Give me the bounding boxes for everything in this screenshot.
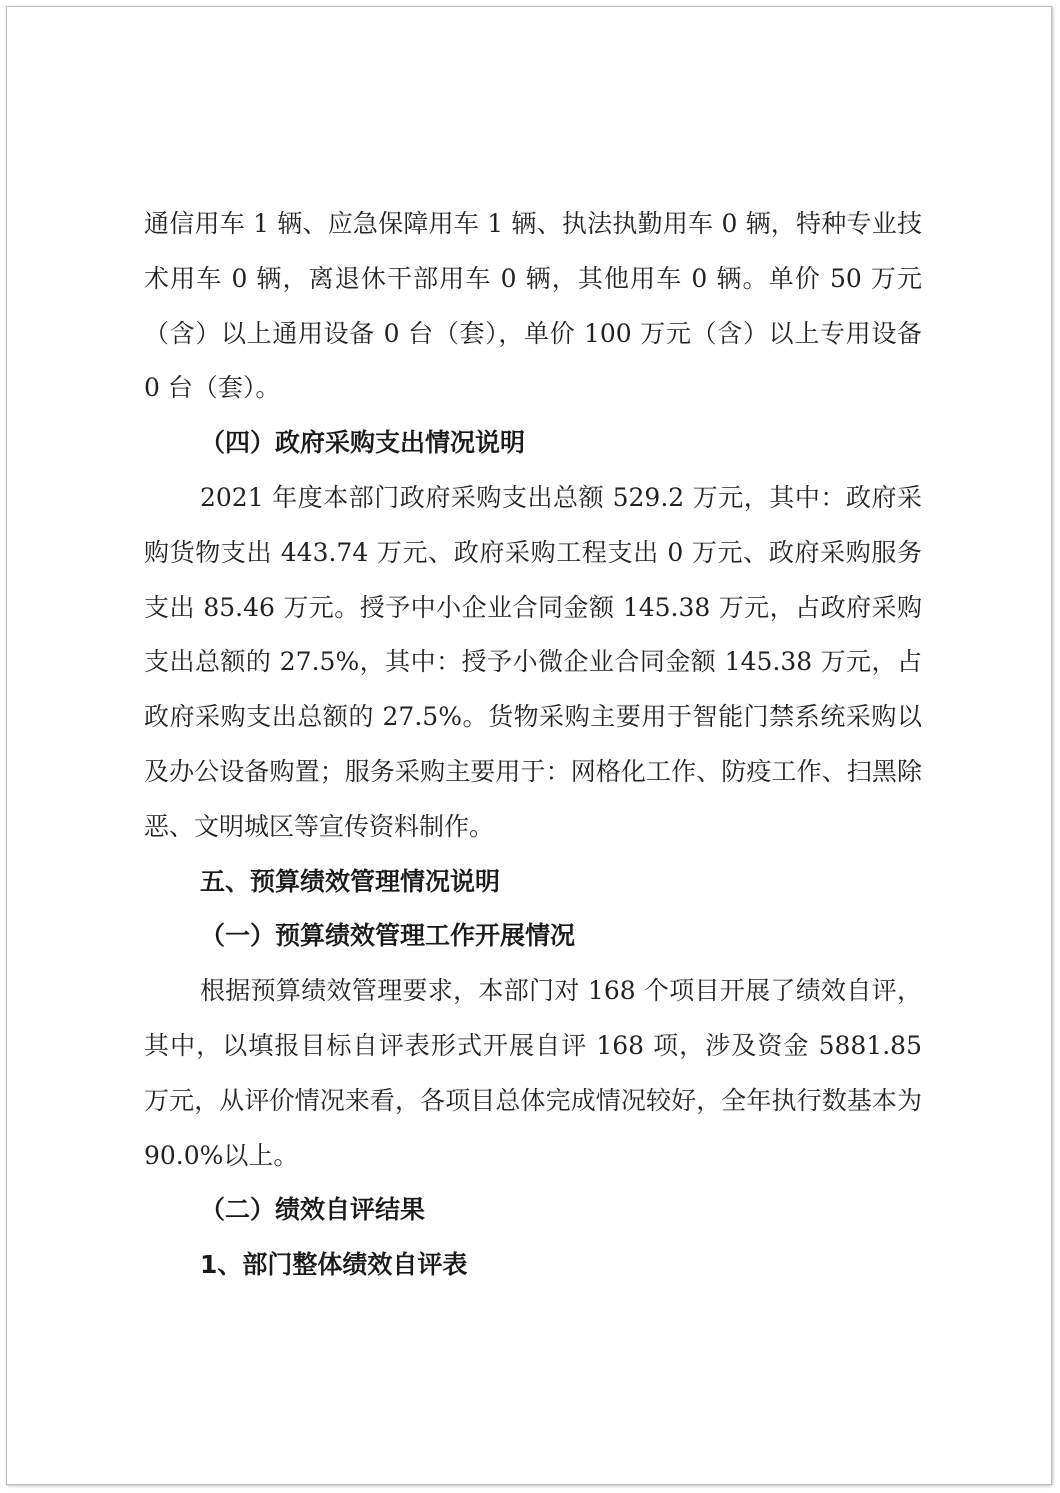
self-eval-results-heading: （二）绩效自评结果	[200, 1195, 426, 1225]
procurement-paragraph: 2021 年度本部门政府采购支出总额 529.2 万元，其中：政府采购货物支出 443.74 万元、政府采购工程支出 0 万元、政府采购服务支出 85.46 万元。授予中小企业合同金额 145.38 万元，占政府采购支出总额的 27.5%，其中：授予小微企业合同金额 145.38 万元，占政府采购支出总额的 27.5%。货物采购主要用于智能门禁系统采购以及办公设备购置；服务采购主要用于：网格化工作、防疫工作、扫黑除恶、文明城区等宣传资料制作。	[144, 482, 922, 841]
section-five-heading: 五、预算绩效管理情况说明	[200, 866, 501, 896]
performance-work-paragraph: 根据预算绩效管理要求，本部门对 168 个项目开展了绩效自评，其中，以填报目标自评表形式开展自评 168 项，涉及资金 5881.85 万元，从评价情况来看，各项目总体完成情况较好，全年执行数基本为 90.0%以上。	[144, 976, 922, 1170]
document-page	[6, 6, 1052, 1485]
vehicle-paragraph: 通信用车 1 辆、应急保障用车 1 辆、执法执勤用车 0 辆，特种专业技术用车 0 辆，离退休干部用车 0 辆，其他用车 0 辆。单价 50 万元（含）以上通用设备 0 台（套），单价 100 万元（含）以上专用设备 0 台（套）。	[144, 209, 922, 403]
procurement-heading: （四）政府采购支出情况说明	[200, 428, 526, 458]
document-body	[144, 197, 922, 1293]
performance-work-heading: （一）预算绩效管理工作开展情况	[200, 921, 576, 951]
dept-self-eval-table-heading: 1、部门整体绩效自评表	[200, 1250, 468, 1280]
